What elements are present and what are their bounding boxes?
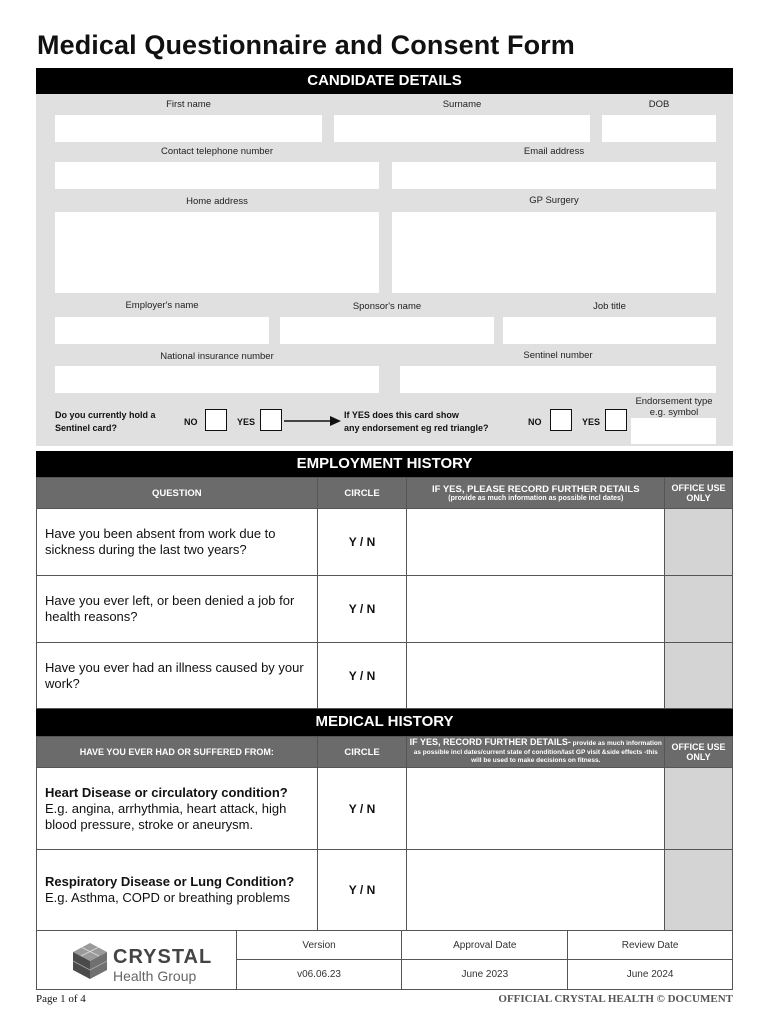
endorse-yes-label: YES bbox=[582, 417, 601, 427]
question-text: Respiratory Disease or Lung Condition? E.g. Asthma, COPD or breathing problems bbox=[37, 850, 318, 931]
endorse-yes-checkbox[interactable] bbox=[605, 409, 627, 431]
col-circle: CIRCLE bbox=[317, 737, 407, 768]
review-date-value: June 2024 bbox=[568, 960, 733, 990]
endorse-no-label: NO bbox=[528, 417, 542, 427]
dob-field[interactable] bbox=[602, 115, 716, 142]
arrow-right-icon bbox=[284, 414, 342, 428]
page-title: Medical Questionnaire and Consent Form bbox=[37, 30, 575, 60]
email-label: Email address bbox=[523, 146, 585, 157]
endorsement-type-field[interactable] bbox=[631, 418, 716, 444]
first-name-field[interactable] bbox=[55, 115, 322, 142]
logo-cell bbox=[37, 931, 237, 990]
document-control-table bbox=[36, 930, 733, 990]
col-circle: CIRCLE bbox=[317, 478, 407, 509]
table-row bbox=[37, 850, 733, 931]
col-question: QUESTION bbox=[37, 478, 318, 509]
details-field[interactable] bbox=[407, 643, 665, 709]
table-row bbox=[37, 509, 733, 576]
medical-history-header: MEDICAL HISTORY bbox=[36, 709, 733, 736]
sponsor-label: Sponsor's name bbox=[352, 301, 422, 312]
surname-field[interactable] bbox=[334, 115, 590, 142]
col-question: HAVE YOU EVER HAD OR SUFFERED FROM: bbox=[37, 737, 318, 768]
details-field[interactable] bbox=[407, 576, 665, 643]
home-address-field[interactable] bbox=[55, 212, 379, 293]
candidate-details-header: CANDIDATE DETAILS bbox=[36, 68, 733, 94]
card-yes-label: YES bbox=[237, 417, 256, 427]
col-office-use: OFFICE USE ONLY bbox=[665, 478, 733, 509]
phone-label: Contact telephone number bbox=[161, 146, 273, 157]
office-use-cell bbox=[665, 576, 733, 643]
version-label: Version bbox=[236, 931, 402, 960]
table-row bbox=[37, 643, 733, 709]
details-field[interactable] bbox=[407, 850, 665, 931]
yes-no-circle[interactable]: Y / N bbox=[317, 643, 407, 709]
home-address-label: Home address bbox=[186, 196, 248, 207]
official-marking: OFFICIAL CRYSTAL HEALTH © DOCUMENT bbox=[498, 993, 733, 1005]
employer-label: Employer's name bbox=[125, 300, 199, 311]
sponsor-field[interactable] bbox=[280, 317, 494, 344]
ni-number-label: National insurance number bbox=[160, 351, 274, 362]
card-yes-checkbox[interactable] bbox=[260, 409, 282, 431]
gp-surgery-field[interactable] bbox=[392, 212, 716, 293]
col-details: IF YES, PLEASE RECORD FURTHER DETAILS (provide as much information as possible incl dates) bbox=[407, 478, 665, 509]
yes-no-circle[interactable]: Y / N bbox=[317, 509, 407, 576]
office-use-cell bbox=[665, 509, 733, 576]
surname-label: Surname bbox=[442, 99, 482, 110]
card-no-checkbox[interactable] bbox=[205, 409, 227, 431]
table-row bbox=[37, 768, 733, 850]
yes-no-circle[interactable]: Y / N bbox=[317, 768, 407, 850]
employment-history-table bbox=[36, 477, 733, 709]
employer-field[interactable] bbox=[55, 317, 269, 344]
approval-date-value: June 2023 bbox=[402, 960, 568, 990]
table-row bbox=[37, 576, 733, 643]
col-office-use: OFFICE USE ONLY bbox=[665, 737, 733, 768]
office-use-cell bbox=[665, 850, 733, 931]
crystal-logo-icon bbox=[70, 941, 110, 981]
phone-field[interactable] bbox=[55, 162, 379, 189]
question-text: Have you ever had an illness caused by your work? bbox=[37, 643, 318, 709]
sentinel-number-label: Sentinel number bbox=[523, 350, 593, 361]
review-date-label: Review Date bbox=[568, 931, 733, 960]
question-text: Have you ever left, or been denied a job for health reasons? bbox=[37, 576, 318, 643]
approval-date-label: Approval Date bbox=[402, 931, 568, 960]
sentinel-number-field[interactable] bbox=[400, 366, 716, 393]
endorsement-question: If YES does this card show any endorsement eg red triangle? bbox=[344, 410, 489, 433]
col-details: IF YES, RECORD FURTHER DETAILS- provide as much information as possible incl dates/current state of condition/last GP visit &side effects -this will be used to make decisions on fitness. bbox=[407, 737, 665, 768]
ni-number-field[interactable] bbox=[55, 366, 379, 393]
endorse-no-checkbox[interactable] bbox=[550, 409, 572, 431]
sentinel-card-question: Do you currently hold a Sentinel card? bbox=[55, 410, 156, 433]
yes-no-circle[interactable]: Y / N bbox=[317, 850, 407, 931]
card-no-label: NO bbox=[184, 417, 198, 427]
details-field[interactable] bbox=[407, 768, 665, 850]
logo-subtitle: Health Group bbox=[113, 968, 197, 984]
office-use-cell bbox=[665, 768, 733, 850]
email-field[interactable] bbox=[392, 162, 716, 189]
office-use-cell bbox=[665, 643, 733, 709]
medical-history-table bbox=[36, 736, 733, 931]
question-text: Have you been absent from work due to sickness during the last two years? bbox=[37, 509, 318, 576]
gp-surgery-label: GP Surgery bbox=[529, 195, 579, 206]
version-value: v06.06.23 bbox=[236, 960, 402, 990]
details-field[interactable] bbox=[407, 509, 665, 576]
question-text: Heart Disease or circulatory condition? E.g. angina, arrhythmia, heart attack, high blood pressure, stroke or aneurysm. bbox=[37, 768, 318, 850]
job-title-field[interactable] bbox=[503, 317, 716, 344]
yes-no-circle[interactable]: Y / N bbox=[317, 576, 407, 643]
first-name-label: First name bbox=[166, 99, 211, 110]
page-number: Page 1 of 4 bbox=[36, 993, 86, 1005]
dob-label: DOB bbox=[648, 99, 670, 110]
endorsement-type-label: Endorsement type e.g. symbol bbox=[635, 396, 713, 418]
job-title-label: Job title bbox=[593, 301, 626, 312]
logo-wordmark: CRYSTAL bbox=[113, 946, 213, 968]
employment-history-header: EMPLOYMENT HISTORY bbox=[36, 451, 733, 477]
